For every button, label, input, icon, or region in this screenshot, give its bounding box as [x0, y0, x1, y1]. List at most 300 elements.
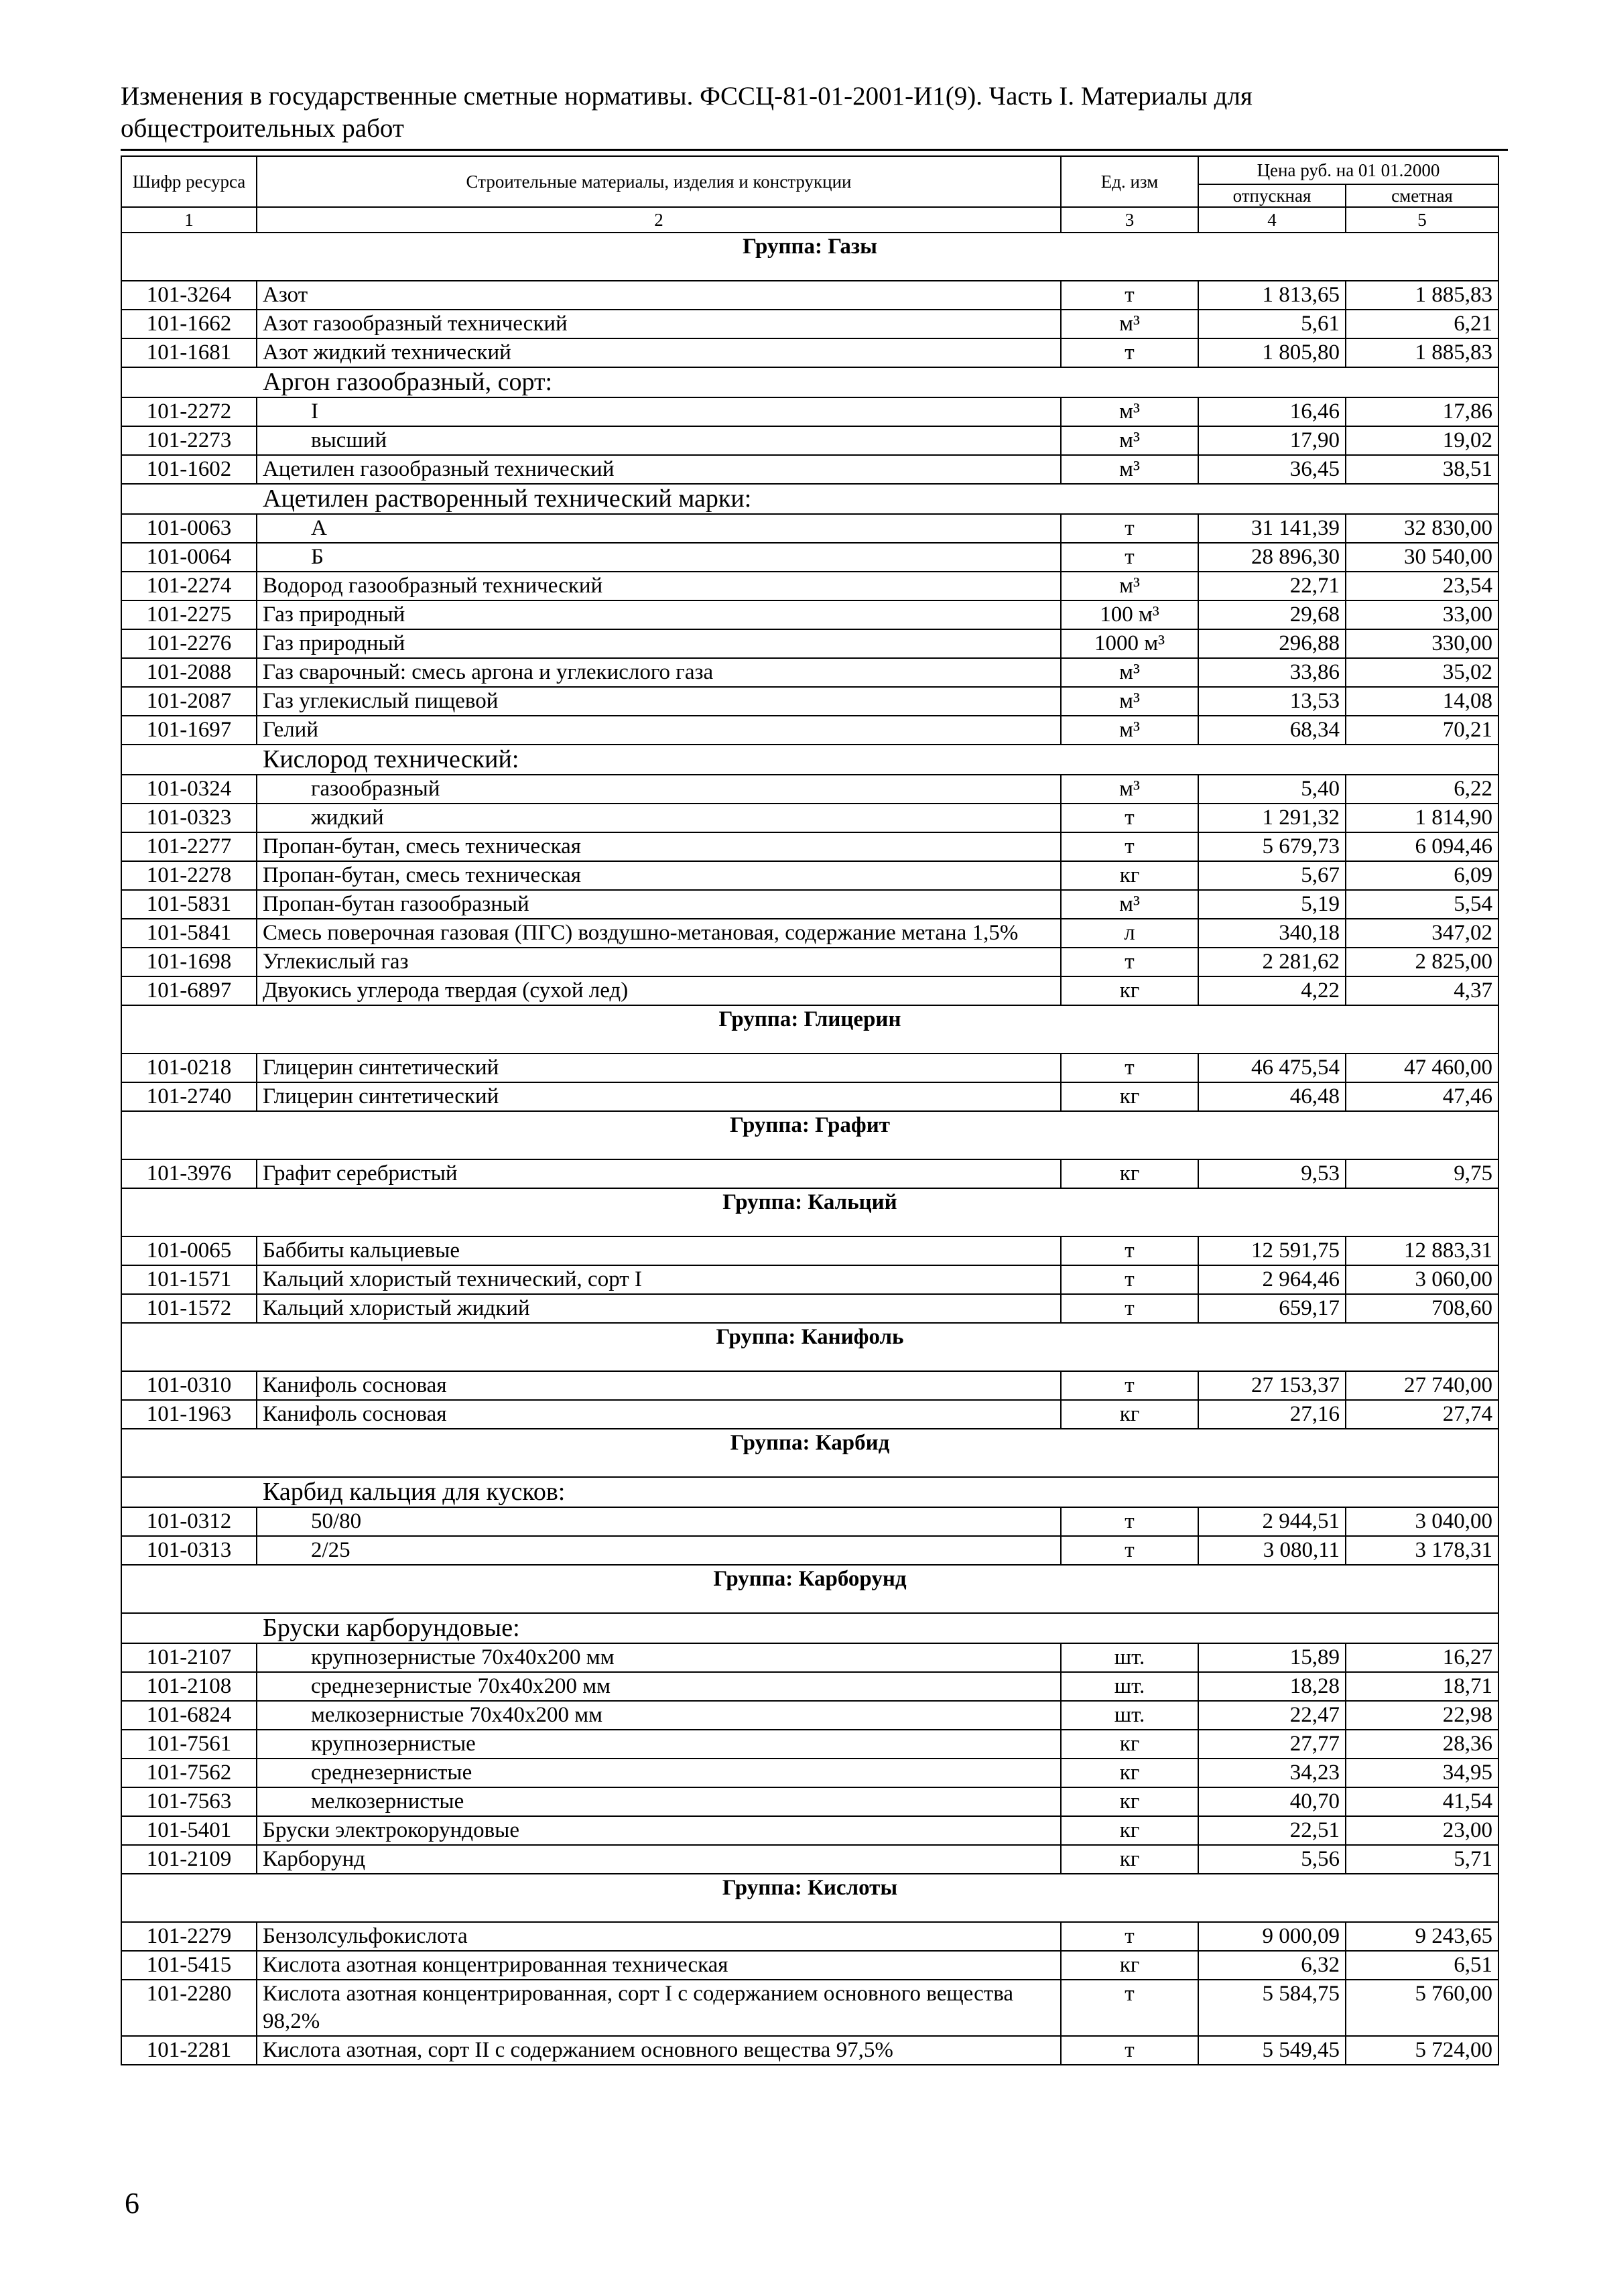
- material-name: Канифоль сосновая: [257, 1371, 1061, 1400]
- table-row: [121, 1054, 1498, 1082]
- resource-code: 101-0323: [121, 804, 257, 832]
- unit-cell: кг: [1061, 861, 1198, 890]
- material-name: Газ углекислый пищевой: [257, 687, 1061, 716]
- unit-cell: м³: [1061, 687, 1198, 716]
- resource-code: 101-1698: [121, 948, 257, 976]
- unit-cell: л: [1061, 919, 1198, 948]
- estimate-price: 17,86: [1346, 397, 1498, 426]
- col-header-release: отпускная: [1198, 184, 1346, 207]
- material-name: Кальций хлористый жидкий: [257, 1294, 1061, 1323]
- materials-table: [121, 155, 1499, 2065]
- table-row: [121, 281, 1498, 310]
- estimate-price: 1 885,83: [1346, 338, 1498, 367]
- unit-cell: т: [1061, 948, 1198, 976]
- resource-code: 101-2740: [121, 1082, 257, 1111]
- unit-cell: 1000 м³: [1061, 629, 1198, 658]
- estimate-price: 5 760,00: [1346, 1980, 1498, 2036]
- unit-cell: т: [1061, 832, 1198, 861]
- resource-code: 101-2109: [121, 1845, 257, 1874]
- release-price: 4,22: [1198, 976, 1346, 1005]
- unit-cell: т: [1061, 281, 1198, 310]
- table-row: [121, 716, 1498, 745]
- material-name: высший: [257, 426, 1061, 455]
- resource-code: 101-5831: [121, 890, 257, 919]
- estimate-price: 5,54: [1346, 890, 1498, 919]
- release-price: 6,32: [1198, 1951, 1346, 1980]
- unit-cell: м³: [1061, 397, 1198, 426]
- group-title: Группа: Газы: [121, 233, 1498, 281]
- estimate-price: 5 724,00: [1346, 2036, 1498, 2065]
- material-name: Кислота азотная концентрированная, сорт I с содержанием основного вещества 98,2%: [257, 1980, 1061, 2036]
- material-name: крупнозернистые: [257, 1730, 1061, 1759]
- estimate-price: 34,95: [1346, 1759, 1498, 1787]
- release-price: 9,53: [1198, 1159, 1346, 1188]
- release-price: 18,28: [1198, 1672, 1346, 1701]
- release-price: 5,19: [1198, 890, 1346, 919]
- group-header-row: [121, 233, 1498, 281]
- unit-cell: м³: [1061, 775, 1198, 804]
- resource-code: 101-2272: [121, 397, 257, 426]
- subheading-text: Ацетилен растворенный технический марки:: [257, 484, 1498, 514]
- material-name: Азот газообразный технический: [257, 310, 1061, 338]
- unit-cell: кг: [1061, 1816, 1198, 1845]
- group-header-row: [121, 1188, 1498, 1236]
- table-body: [121, 233, 1498, 2065]
- resource-code: 101-2279: [121, 1922, 257, 1951]
- release-price: 27,16: [1198, 1400, 1346, 1429]
- table-row: [121, 1082, 1498, 1111]
- release-price: 1 805,80: [1198, 338, 1346, 367]
- unit-cell: м³: [1061, 716, 1198, 745]
- estimate-price: 16,27: [1346, 1643, 1498, 1672]
- estimate-price: 6,22: [1346, 775, 1498, 804]
- resource-code: 101-1697: [121, 716, 257, 745]
- resource-code: 101-5415: [121, 1951, 257, 1980]
- material-name: Кислота азотная концентрированная техническая: [257, 1951, 1061, 1980]
- release-price: 29,68: [1198, 600, 1346, 629]
- release-price: 22,47: [1198, 1701, 1346, 1730]
- release-price: 16,46: [1198, 397, 1346, 426]
- estimate-price: 23,54: [1346, 572, 1498, 600]
- estimate-price: 9,75: [1346, 1159, 1498, 1188]
- release-price: 68,34: [1198, 716, 1346, 745]
- material-name: Газ сварочный: смесь аргона и углекислого газа: [257, 658, 1061, 687]
- document-header: [121, 80, 1508, 145]
- estimate-price: 5,71: [1346, 1845, 1498, 1874]
- estimate-price: 19,02: [1346, 426, 1498, 455]
- material-name: Канифоль сосновая: [257, 1400, 1061, 1429]
- material-name: жидкий: [257, 804, 1061, 832]
- unit-cell: кг: [1061, 1787, 1198, 1816]
- resource-code: 101-1681: [121, 338, 257, 367]
- resource-code: 101-7563: [121, 1787, 257, 1816]
- release-price: 36,45: [1198, 455, 1346, 484]
- resource-code: 101-0065: [121, 1236, 257, 1265]
- group-header-row: [121, 1565, 1498, 1613]
- material-name: Графит серебристый: [257, 1159, 1061, 1188]
- unit-cell: кг: [1061, 976, 1198, 1005]
- resource-code: 101-2107: [121, 1643, 257, 1672]
- subheading-row: [121, 484, 1498, 514]
- estimate-price: 1 814,90: [1346, 804, 1498, 832]
- header-title-line2: общестроительных работ: [121, 114, 404, 143]
- resource-code: 101-0310: [121, 1371, 257, 1400]
- table-row: [121, 1730, 1498, 1759]
- subheading-code-blank: [121, 745, 257, 775]
- material-name: 2/25: [257, 1536, 1061, 1565]
- table-row: [121, 629, 1498, 658]
- material-name: Углекислый газ: [257, 948, 1061, 976]
- release-price: 1 813,65: [1198, 281, 1346, 310]
- estimate-price: 9 243,65: [1346, 1922, 1498, 1951]
- release-price: 659,17: [1198, 1294, 1346, 1323]
- resource-code: 101-2278: [121, 861, 257, 890]
- unit-cell: кг: [1061, 1951, 1198, 1980]
- resource-code: 101-5841: [121, 919, 257, 948]
- unit-cell: м³: [1061, 890, 1198, 919]
- estimate-price: 30 540,00: [1346, 543, 1498, 572]
- resource-code: 101-1602: [121, 455, 257, 484]
- unit-cell: шт.: [1061, 1643, 1198, 1672]
- release-price: 27 153,37: [1198, 1371, 1346, 1400]
- estimate-price: 23,00: [1346, 1816, 1498, 1845]
- table-row: [121, 1265, 1498, 1294]
- subheading-code-blank: [121, 1613, 257, 1643]
- material-name: крупнозернистые 70х40х200 мм: [257, 1643, 1061, 1672]
- unit-cell: т: [1061, 1507, 1198, 1536]
- unit-cell: т: [1061, 338, 1198, 367]
- estimate-price: 47,46: [1346, 1082, 1498, 1111]
- material-name: Газ природный: [257, 600, 1061, 629]
- table-row: [121, 1672, 1498, 1701]
- resource-code: 101-7561: [121, 1730, 257, 1759]
- release-price: 15,89: [1198, 1643, 1346, 1672]
- material-name: Газ природный: [257, 629, 1061, 658]
- table-row: [121, 1159, 1498, 1188]
- estimate-price: 330,00: [1346, 629, 1498, 658]
- table-row: [121, 1816, 1498, 1845]
- material-name: А: [257, 514, 1061, 543]
- table-row: [121, 919, 1498, 948]
- unit-cell: т: [1061, 543, 1198, 572]
- release-price: 22,71: [1198, 572, 1346, 600]
- table-row: [121, 2036, 1498, 2065]
- table-row: [121, 1980, 1498, 2036]
- release-price: 5,61: [1198, 310, 1346, 338]
- table-row: [121, 572, 1498, 600]
- release-price: 17,90: [1198, 426, 1346, 455]
- group-header-row: [121, 1323, 1498, 1371]
- group-title: Группа: Глицерин: [121, 1005, 1498, 1054]
- unit-cell: м³: [1061, 310, 1198, 338]
- group-title: Группа: Кислоты: [121, 1874, 1498, 1922]
- unit-cell: кг: [1061, 1082, 1198, 1111]
- estimate-price: 14,08: [1346, 687, 1498, 716]
- resource-code: 101-0312: [121, 1507, 257, 1536]
- group-title: Группа: Карбид: [121, 1429, 1498, 1477]
- release-price: 5,40: [1198, 775, 1346, 804]
- estimate-price: 4,37: [1346, 976, 1498, 1005]
- unit-cell: шт.: [1061, 1672, 1198, 1701]
- unit-cell: м³: [1061, 658, 1198, 687]
- table-row: [121, 1922, 1498, 1951]
- material-name: Гелий: [257, 716, 1061, 745]
- material-name: Карборунд: [257, 1845, 1061, 1874]
- release-price: 9 000,09: [1198, 1922, 1346, 1951]
- table-row: [121, 1371, 1498, 1400]
- estimate-price: 32 830,00: [1346, 514, 1498, 543]
- resource-code: 101-2276: [121, 629, 257, 658]
- release-price: 40,70: [1198, 1787, 1346, 1816]
- estimate-price: 6,51: [1346, 1951, 1498, 1980]
- resource-code: 101-6824: [121, 1701, 257, 1730]
- unit-cell: шт.: [1061, 1701, 1198, 1730]
- group-title: Группа: Графит: [121, 1111, 1498, 1159]
- unit-cell: т: [1061, 514, 1198, 543]
- table-row: [121, 514, 1498, 543]
- estimate-price: 347,02: [1346, 919, 1498, 948]
- resource-code: 101-0218: [121, 1054, 257, 1082]
- resource-code: 101-1662: [121, 310, 257, 338]
- group-title: Группа: Канифоль: [121, 1323, 1498, 1371]
- release-price: 5 584,75: [1198, 1980, 1346, 2036]
- table-row: [121, 948, 1498, 976]
- unit-cell: т: [1061, 1922, 1198, 1951]
- resource-code: 101-0064: [121, 543, 257, 572]
- material-name: Пропан-бутан, смесь техническая: [257, 861, 1061, 890]
- table-row: [121, 1845, 1498, 1874]
- release-price: 2 944,51: [1198, 1507, 1346, 1536]
- subheading-text: Кислород технический:: [257, 745, 1498, 775]
- material-name: мелкозернистые 70х40х200 мм: [257, 1701, 1061, 1730]
- table-row: [121, 687, 1498, 716]
- unit-cell: м³: [1061, 455, 1198, 484]
- col-header-price: Цена руб. на 01 01.2000: [1198, 156, 1498, 184]
- table-row: [121, 1951, 1498, 1980]
- subheading-code-blank: [121, 1477, 257, 1507]
- table-row: [121, 1236, 1498, 1265]
- release-price: 340,18: [1198, 919, 1346, 948]
- header-title-line1: Изменения в государственные сметные нормативы. ФССЦ-81-01-2001-И1(9). Часть I. Материалы для: [121, 82, 1253, 111]
- estimate-price: 3 060,00: [1346, 1265, 1498, 1294]
- material-name: среднезернистые 70х40х200 мм: [257, 1672, 1061, 1701]
- subheading-row: [121, 1613, 1498, 1643]
- unit-cell: т: [1061, 1236, 1198, 1265]
- resource-code: 101-6897: [121, 976, 257, 1005]
- table-row: [121, 338, 1498, 367]
- resource-code: 101-0063: [121, 514, 257, 543]
- resource-code: 101-1963: [121, 1400, 257, 1429]
- release-price: 31 141,39: [1198, 514, 1346, 543]
- subheading-text: Аргон газообразный, сорт:: [257, 367, 1498, 397]
- resource-code: 101-0313: [121, 1536, 257, 1565]
- unit-cell: т: [1061, 1536, 1198, 1565]
- table-row: [121, 1536, 1498, 1565]
- resource-code: 101-2087: [121, 687, 257, 716]
- material-name: Смесь поверочная газовая (ПГС) воздушно-метановая, содержание метана 1,5%: [257, 919, 1061, 948]
- col-header-code: Шифр ресурса: [121, 156, 257, 207]
- material-name: Азот: [257, 281, 1061, 310]
- table-row: [121, 890, 1498, 919]
- unit-cell: т: [1061, 1371, 1198, 1400]
- material-name: Глицерин синтетический: [257, 1054, 1061, 1082]
- estimate-price: 27,74: [1346, 1400, 1498, 1429]
- resource-code: 101-0324: [121, 775, 257, 804]
- estimate-price: 28,36: [1346, 1730, 1498, 1759]
- material-name: газообразный: [257, 775, 1061, 804]
- material-name: Пропан-бутан газообразный: [257, 890, 1061, 919]
- col-number-1: 1: [121, 207, 257, 233]
- unit-cell: м³: [1061, 572, 1198, 600]
- material-name: Кальций хлористый технический, сорт I: [257, 1265, 1061, 1294]
- table-row: [121, 1507, 1498, 1536]
- release-price: 34,23: [1198, 1759, 1346, 1787]
- unit-cell: т: [1061, 1265, 1198, 1294]
- subheading-row: [121, 745, 1498, 775]
- material-name: Ацетилен газообразный технический: [257, 455, 1061, 484]
- unit-cell: т: [1061, 804, 1198, 832]
- release-price: 5,67: [1198, 861, 1346, 890]
- table-row: [121, 1643, 1498, 1672]
- table-row: [121, 976, 1498, 1005]
- estimate-price: 35,02: [1346, 658, 1498, 687]
- material-name: Баббиты кальциевые: [257, 1236, 1061, 1265]
- resource-code: 101-1572: [121, 1294, 257, 1323]
- table-row: [121, 1294, 1498, 1323]
- unit-cell: т: [1061, 1980, 1198, 2036]
- material-name: I: [257, 397, 1061, 426]
- estimate-price: 70,21: [1346, 716, 1498, 745]
- subheading-text: Карбид кальция для кусков:: [257, 1477, 1498, 1507]
- release-price: 33,86: [1198, 658, 1346, 687]
- estimate-price: 1 885,83: [1346, 281, 1498, 310]
- table-row: [121, 832, 1498, 861]
- estimate-price: 27 740,00: [1346, 1371, 1498, 1400]
- unit-cell: т: [1061, 2036, 1198, 2065]
- resource-code: 101-2273: [121, 426, 257, 455]
- estimate-price: 47 460,00: [1346, 1054, 1498, 1082]
- table-row: [121, 310, 1498, 338]
- col-header-name: Строительные материалы, изделия и конструкции: [257, 156, 1061, 207]
- estimate-price: 18,71: [1346, 1672, 1498, 1701]
- estimate-price: 3 178,31: [1346, 1536, 1498, 1565]
- estimate-price: 708,60: [1346, 1294, 1498, 1323]
- table-row: [121, 1759, 1498, 1787]
- estimate-price: 3 040,00: [1346, 1507, 1498, 1536]
- group-title: Группа: Карборунд: [121, 1565, 1498, 1613]
- unit-cell: кг: [1061, 1845, 1198, 1874]
- table-row: [121, 1400, 1498, 1429]
- estimate-price: 22,98: [1346, 1701, 1498, 1730]
- table-row: [121, 426, 1498, 455]
- unit-cell: кг: [1061, 1759, 1198, 1787]
- subheading-code-blank: [121, 484, 257, 514]
- material-name: Пропан-бутан, смесь техническая: [257, 832, 1061, 861]
- resource-code: 101-2274: [121, 572, 257, 600]
- release-price: 27,77: [1198, 1730, 1346, 1759]
- material-name: Азот жидкий технический: [257, 338, 1061, 367]
- table-row: [121, 600, 1498, 629]
- table-row: [121, 861, 1498, 890]
- release-price: 3 080,11: [1198, 1536, 1346, 1565]
- header-rule: [121, 149, 1508, 151]
- estimate-price: 12 883,31: [1346, 1236, 1498, 1265]
- resource-code: 101-1571: [121, 1265, 257, 1294]
- resource-code: 101-2088: [121, 658, 257, 687]
- release-price: 2 964,46: [1198, 1265, 1346, 1294]
- col-header-unit: Ед. изм: [1061, 156, 1198, 207]
- table-row: [121, 804, 1498, 832]
- estimate-price: 41,54: [1346, 1787, 1498, 1816]
- page-number: 6: [125, 2187, 139, 2220]
- resource-code: 101-2108: [121, 1672, 257, 1701]
- material-name: Кислота азотная, сорт II с содержанием основного вещества 97,5%: [257, 2036, 1061, 2065]
- material-name: Двуокись углерода твердая (сухой лед): [257, 976, 1061, 1005]
- resource-code: 101-2275: [121, 600, 257, 629]
- material-name: среднезернистые: [257, 1759, 1061, 1787]
- col-number-5: 5: [1346, 207, 1498, 233]
- unit-cell: т: [1061, 1294, 1198, 1323]
- release-price: 22,51: [1198, 1816, 1346, 1845]
- unit-cell: т: [1061, 1054, 1198, 1082]
- group-header-row: [121, 1429, 1498, 1477]
- release-price: 13,53: [1198, 687, 1346, 716]
- estimate-price: 2 825,00: [1346, 948, 1498, 976]
- group-title: Группа: Кальций: [121, 1188, 1498, 1236]
- resource-code: 101-5401: [121, 1816, 257, 1845]
- group-header-row: [121, 1111, 1498, 1159]
- resource-code: 101-3264: [121, 281, 257, 310]
- unit-cell: 100 м³: [1061, 600, 1198, 629]
- release-price: 5 679,73: [1198, 832, 1346, 861]
- table-row: [121, 658, 1498, 687]
- resource-code: 101-2277: [121, 832, 257, 861]
- material-name: Водород газообразный технический: [257, 572, 1061, 600]
- table-row: [121, 397, 1498, 426]
- unit-cell: м³: [1061, 426, 1198, 455]
- release-price: 5,56: [1198, 1845, 1346, 1874]
- release-price: 2 281,62: [1198, 948, 1346, 976]
- group-header-row: [121, 1005, 1498, 1054]
- estimate-price: 6 094,46: [1346, 832, 1498, 861]
- subheading-row: [121, 1477, 1498, 1507]
- col-number-4: 4: [1198, 207, 1346, 233]
- release-price: 296,88: [1198, 629, 1346, 658]
- material-name: Глицерин синтетический: [257, 1082, 1061, 1111]
- resource-code: 101-2280: [121, 1980, 257, 2036]
- col-number-3: 3: [1061, 207, 1198, 233]
- unit-cell: кг: [1061, 1730, 1198, 1759]
- estimate-price: 6,09: [1346, 861, 1498, 890]
- release-price: 46 475,54: [1198, 1054, 1346, 1082]
- release-price: 46,48: [1198, 1082, 1346, 1111]
- table-row: [121, 543, 1498, 572]
- release-price: 28 896,30: [1198, 543, 1346, 572]
- material-name: Бруски электрокорундовые: [257, 1816, 1061, 1845]
- subheading-text: Бруски карборундовые:: [257, 1613, 1498, 1643]
- table-row: [121, 1787, 1498, 1816]
- col-header-estimate: сметная: [1346, 184, 1498, 207]
- material-name: мелкозернистые: [257, 1787, 1061, 1816]
- resource-code: 101-7562: [121, 1759, 257, 1787]
- unit-cell: кг: [1061, 1159, 1198, 1188]
- table-row: [121, 775, 1498, 804]
- resource-code: 101-3976: [121, 1159, 257, 1188]
- group-header-row: [121, 1874, 1498, 1922]
- material-name: 50/80: [257, 1507, 1061, 1536]
- estimate-price: 33,00: [1346, 600, 1498, 629]
- estimate-price: 6,21: [1346, 310, 1498, 338]
